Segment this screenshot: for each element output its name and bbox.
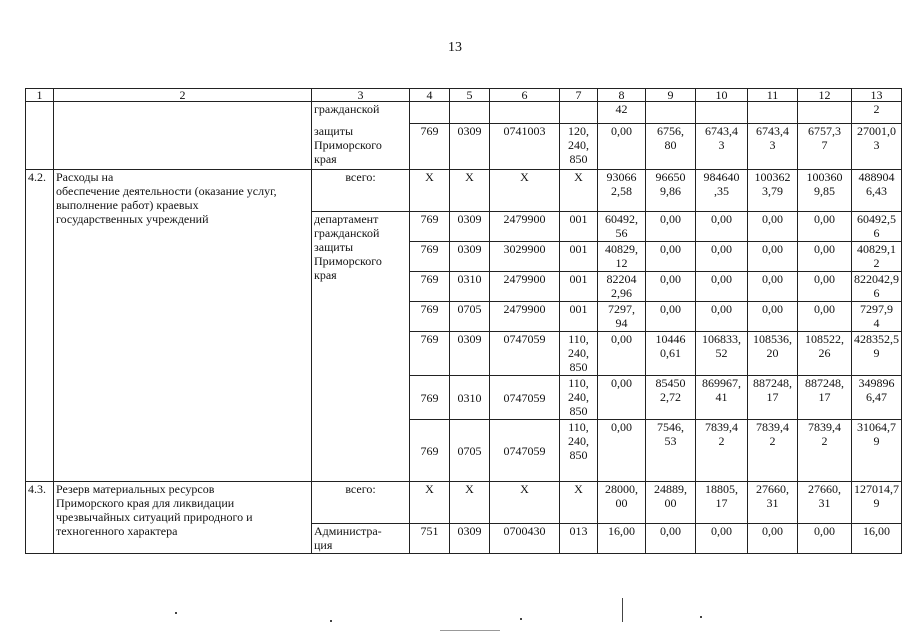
header-cell: 2: [54, 89, 312, 102]
table-cell: 16,00: [598, 524, 646, 554]
org-name-cell: гражданской: [312, 102, 410, 124]
table-cell: 0,00: [748, 272, 798, 302]
header-cell: 10: [696, 89, 748, 102]
table-cell: 769: [410, 242, 450, 272]
table-row: [26, 482, 902, 524]
table-cell: 769: [410, 376, 450, 420]
org-name-cell: департамент гражданской защиты Приморского края: [312, 212, 410, 482]
table-cell: X: [450, 482, 490, 524]
table-cell: 40829, 12: [598, 242, 646, 272]
table-cell: 127014,7 9: [852, 482, 902, 524]
table-cell: 18805, 17: [696, 482, 748, 524]
table-cell: 0700430: [490, 524, 560, 554]
org-name-cell: Администра- ция: [312, 524, 410, 554]
section-number: 4.3.: [26, 482, 54, 554]
table-cell: 96650 9,86: [646, 170, 696, 212]
table-cell: 85450 2,72: [646, 376, 696, 420]
table-cell: X: [560, 170, 598, 212]
table-cell: 0,00: [798, 272, 852, 302]
table-cell: 0309: [450, 124, 490, 170]
table-cell: 2: [852, 102, 902, 124]
table-cell: 6756, 80: [646, 124, 696, 170]
table-cell: X: [410, 482, 450, 524]
header-cell: 12: [798, 89, 852, 102]
table-row: [26, 170, 902, 212]
budget-table: [25, 88, 902, 554]
table-cell: 2479900: [490, 302, 560, 332]
table-cell: 013: [560, 524, 598, 554]
table-cell: 001: [560, 272, 598, 302]
table-cell: 7546, 53: [646, 420, 696, 482]
table-cell: 0,00: [598, 332, 646, 376]
header-cell: 3: [312, 89, 410, 102]
scan-mark: [700, 616, 702, 618]
table-cell: 120, 240, 850: [560, 124, 598, 170]
table-cell: 7839,4 2: [798, 420, 852, 482]
table-cell: 27660, 31: [798, 482, 852, 524]
table-cell: 0,00: [598, 420, 646, 482]
table-cell: 27001,0 3: [852, 124, 902, 170]
table-cell: 2479900: [490, 212, 560, 242]
section-number: 4.2.: [26, 170, 54, 482]
table-cell: 0,00: [598, 376, 646, 420]
header-cell: 1: [26, 89, 54, 102]
header-cell: 4: [410, 89, 450, 102]
section-title: Резерв материальных ресурсов Приморского края для ликвидации чрезвычайных ситуаций природного и техногенного характера: [54, 482, 312, 554]
header-cell: 7: [560, 89, 598, 102]
table-cell: 0,00: [696, 212, 748, 242]
header-cell: 6: [490, 89, 560, 102]
table-row: [26, 102, 902, 124]
table-cell: 60492, 56: [598, 212, 646, 242]
table-cell: 108536, 20: [748, 332, 798, 376]
table-cell: 7297, 94: [598, 302, 646, 332]
table-cell: 0,00: [696, 272, 748, 302]
total-label: всего:: [312, 170, 410, 212]
table-cell: 110, 240, 850: [560, 420, 598, 482]
table-cell: 6757,3 7: [798, 124, 852, 170]
table-cell: 0,00: [646, 272, 696, 302]
scan-mark: [520, 618, 522, 620]
table-cell: 0,00: [696, 242, 748, 272]
table-cell: 0,00: [696, 302, 748, 332]
table-cell: 0310: [450, 376, 490, 420]
table-cell: 0309: [450, 524, 490, 554]
table-cell: X: [410, 170, 450, 212]
table-cell: 42: [598, 102, 646, 124]
table-cell: 93066 2,58: [598, 170, 646, 212]
header-row: [26, 89, 902, 102]
table-cell: 0747059: [490, 420, 560, 482]
scan-mark: [440, 630, 500, 631]
table-cell: 0,00: [798, 302, 852, 332]
table-cell: 0747059: [490, 376, 560, 420]
table-cell: 822042,9 6: [852, 272, 902, 302]
table-cell: 0,00: [646, 242, 696, 272]
table-cell: 0,00: [798, 242, 852, 272]
table-cell: 0,00: [748, 242, 798, 272]
table-cell: 0,00: [748, 302, 798, 332]
table-cell: 7297,9 4: [852, 302, 902, 332]
table-cell: 0,00: [748, 212, 798, 242]
table-cell: 0,00: [798, 212, 852, 242]
table-cell: 2479900: [490, 272, 560, 302]
table-cell: 001: [560, 302, 598, 332]
table-cell: 0309: [450, 332, 490, 376]
table-cell: 110, 240, 850: [560, 332, 598, 376]
table-cell: X: [490, 170, 560, 212]
table-cell: 110, 240, 850: [560, 376, 598, 420]
table-cell: 108522, 26: [798, 332, 852, 376]
table-cell: 28000, 00: [598, 482, 646, 524]
table-cell: 769: [410, 302, 450, 332]
table-cell: 0705: [450, 302, 490, 332]
table-cell: 24889, 00: [646, 482, 696, 524]
table-cell: 7839,4 2: [696, 420, 748, 482]
table-cell: 3029900: [490, 242, 560, 272]
scan-mark: [175, 612, 177, 614]
header-cell: 5: [450, 89, 490, 102]
scan-mark: [622, 598, 623, 622]
table-cell: 984640 ,35: [696, 170, 748, 212]
header-cell: 11: [748, 89, 798, 102]
header-cell: 9: [646, 89, 696, 102]
table-cell: 769: [410, 212, 450, 242]
page-number: 13: [448, 40, 462, 55]
table-cell: 0741003: [490, 124, 560, 170]
table-cell: 60492,5 6: [852, 212, 902, 242]
table-cell: 0,00: [646, 212, 696, 242]
table-cell: 428352,5 9: [852, 332, 902, 376]
table-cell: 0310: [450, 272, 490, 302]
scan-mark: [330, 620, 332, 622]
table-cell: X: [490, 482, 560, 524]
table-cell: 106833, 52: [696, 332, 748, 376]
table-cell: 349896 6,47: [852, 376, 902, 420]
table-cell: 769: [410, 272, 450, 302]
table-cell: 769: [410, 332, 450, 376]
table-cell: 769: [410, 420, 450, 482]
header-cell: 8: [598, 89, 646, 102]
table-cell: X: [450, 170, 490, 212]
table-cell: 10446 0,61: [646, 332, 696, 376]
table-cell: 887248, 17: [798, 376, 852, 420]
table-cell: 0,00: [598, 124, 646, 170]
table-cell: 0,00: [646, 302, 696, 332]
table-cell: 751: [410, 524, 450, 554]
table-cell: 6743,4 3: [748, 124, 798, 170]
table-cell: 769: [410, 124, 450, 170]
table-cell: 100360 9,85: [798, 170, 852, 212]
table-cell: 0747059: [490, 332, 560, 376]
table-cell: 488904 6,43: [852, 170, 902, 212]
table-cell: 7839,4 2: [748, 420, 798, 482]
table-cell: 887248, 17: [748, 376, 798, 420]
table-cell: 16,00: [852, 524, 902, 554]
table-cell: 0309: [450, 212, 490, 242]
table-cell: 82204 2,96: [598, 272, 646, 302]
table-cell: 31064,7 9: [852, 420, 902, 482]
org-name-cell: защиты Приморского края: [312, 124, 410, 170]
section-title: Расходы на обеспечение деятельности (оказание услуг, выполнение работ) краевых государственных учреждений: [54, 170, 312, 482]
table-cell: 100362 3,79: [748, 170, 798, 212]
table-cell: 0309: [450, 242, 490, 272]
table-cell: 0705: [450, 420, 490, 482]
header-cell: 13: [852, 89, 902, 102]
table-cell: 0,00: [696, 524, 748, 554]
total-label: всего:: [312, 482, 410, 524]
table-cell: 869967, 41: [696, 376, 748, 420]
table-cell: X: [560, 482, 598, 524]
table-cell: 6743,4 3: [696, 124, 748, 170]
table-cell: 001: [560, 242, 598, 272]
table-cell: 40829,1 2: [852, 242, 902, 272]
table-cell: 0,00: [798, 524, 852, 554]
table-cell: 27660, 31: [748, 482, 798, 524]
table-cell: 0,00: [646, 524, 696, 554]
table-cell: 001: [560, 212, 598, 242]
table-cell: 0,00: [748, 524, 798, 554]
